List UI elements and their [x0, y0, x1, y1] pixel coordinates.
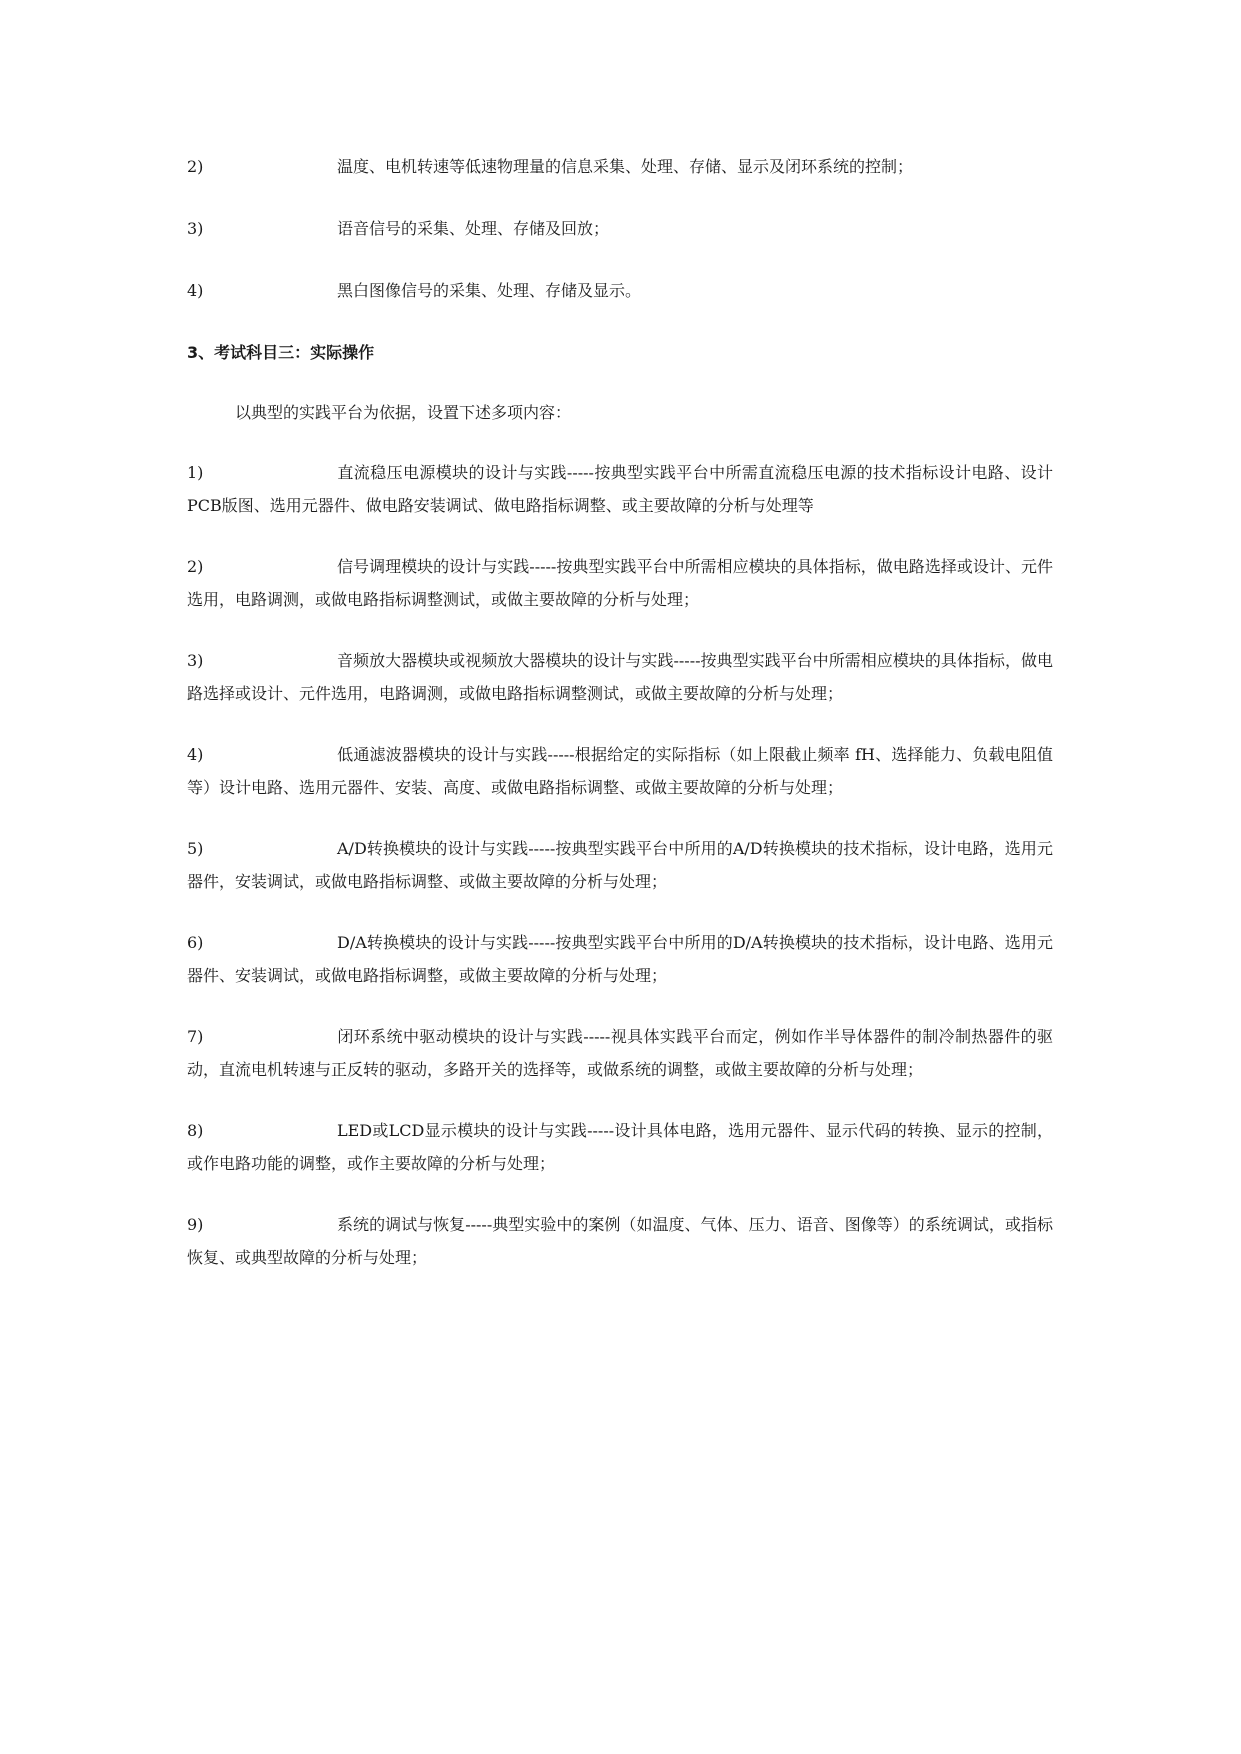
list-item	[187, 1208, 1053, 1274]
list-item	[187, 1114, 1053, 1180]
section-heading: 3、考试科目三：实际操作	[187, 343, 375, 362]
list-item	[187, 926, 1053, 992]
list-item-text: 语音信号的采集、处理、存储及回放；	[337, 219, 610, 238]
list-item-text: D/A转换模块的设计与实践-----按典型实践平台中所用的D/A转换模块的技术指标，设计电路、选用元器件、安装调试，或做电路指标调整，或做主要故障的分析与处理；	[187, 933, 1053, 985]
list-item	[187, 150, 1053, 183]
list-item-text: A/D转换模块的设计与实践-----按典型实践平台中所用的A/D转换模块的技术指标，设计电路，选用元器件，安装调试，或做电路指标调整、或做主要故障的分析与处理；	[187, 839, 1053, 891]
list-item	[187, 832, 1053, 898]
list-item	[187, 738, 1053, 804]
list-item-text: 音频放大器模块或视频放大器模块的设计与实践-----按典型实践平台中所需相应模块的具体指标，做电路选择或设计、元件选用，电路调测，或做电路指标调整测试，或做主要故障的分析与处理；	[187, 651, 1053, 703]
list-item-number: 8)	[187, 1121, 204, 1140]
list-continuation	[187, 150, 1053, 307]
list-item-number: 4)	[187, 745, 204, 764]
practical-items-list	[187, 456, 1053, 1274]
list-item-number: 2)	[187, 157, 204, 176]
list-item-number: 3)	[187, 219, 204, 238]
page-content	[187, 150, 1053, 1302]
list-item-number: 5)	[187, 839, 204, 858]
list-item	[187, 550, 1053, 616]
list-item-text: 闭环系统中驱动模块的设计与实践-----视具体实践平台而定，例如作半导体器件的制冷制热器件的驱动，直流电机转速与正反转的驱动，多路开关的选择等，或做系统的调整，或做主要故障的分析与处理；	[187, 1027, 1053, 1079]
list-item-number: 3)	[187, 651, 204, 670]
list-item	[187, 1020, 1053, 1086]
list-item-number: 9)	[187, 1215, 204, 1234]
list-item-text: 温度、电机转速等低速物理量的信息采集、处理、存储、显示及闭环系统的控制；	[337, 157, 914, 176]
list-item-text: 黑白图像信号的采集、处理、存储及显示。	[337, 281, 642, 300]
list-item	[187, 644, 1053, 710]
list-item-text: 低通滤波器模块的设计与实践-----根据给定的实际指标（如上限截止频率 fH、选择能力、负载电阻值等）设计电路、选用元器件、安装、高度、或做电路指标调整、或做主要故障的分析与处理；	[187, 745, 1053, 797]
list-item-text: 信号调理模块的设计与实践-----按典型实践平台中所需相应模块的具体指标，做电路选择或设计、元件选用，电路调测，或做电路指标调整测试，或做主要故障的分析与处理；	[187, 557, 1053, 609]
list-item-text: LED或LCD显示模块的设计与实践-----设计具体电路，选用元器件、显示代码的转换、显示的控制，或作电路功能的调整，或作主要故障的分析与处理；	[187, 1121, 1053, 1173]
list-item-number: 6)	[187, 933, 204, 952]
list-item-number: 1)	[187, 463, 204, 482]
list-item-text: 直流稳压电源模块的设计与实践-----按典型实践平台中所需直流稳压电源的技术指标设计电路、设计PCB版图、选用元器件、做电路安装调试、做电路指标调整、或主要故障的分析与处理等	[187, 463, 1053, 515]
list-item-number: 7)	[187, 1027, 204, 1046]
list-item-number: 2)	[187, 557, 204, 576]
list-item	[187, 274, 1053, 307]
list-item-number: 4)	[187, 281, 204, 300]
list-item-text: 系统的调试与恢复-----典型实验中的案例（如温度、气体、压力、语音、图像等）的系统调试，或指标恢复、或典型故障的分析与处理；	[187, 1215, 1053, 1267]
list-item	[187, 456, 1053, 522]
list-item	[187, 212, 1053, 245]
section-intro: 以典型的实践平台为依据，设置下述多项内容：	[235, 403, 572, 422]
